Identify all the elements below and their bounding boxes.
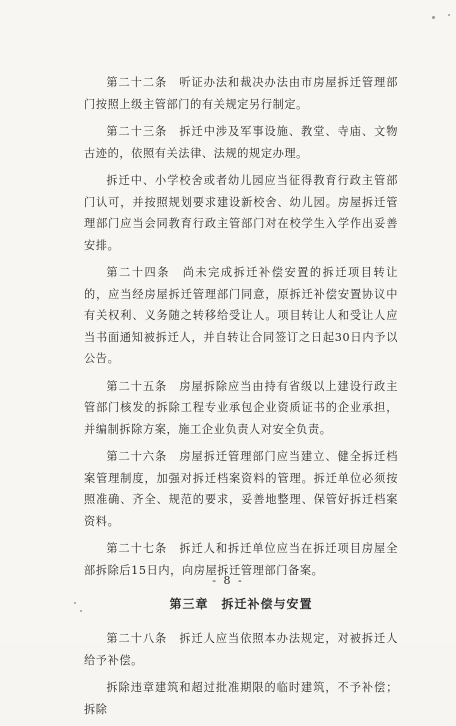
article-24: 第二十四条 尚未完成拆迁补偿安置的拆迁项目转让的，应当经房屋拆迁管理部门同意，原拆迁补偿安置协议中有关权利、义务随之转移给受让人。项目转让人和受让人应当书面通知被拆迁人，并自转让合同签订之日起30日内予以公告。 xyxy=(84,266,398,365)
chapter-heading: 第三章 拆迁补偿与安置 xyxy=(169,597,313,611)
scan-speck xyxy=(448,14,450,16)
scan-speck xyxy=(432,16,435,19)
article-25: 第二十五条 房屋拆除应当由持有省级以上建设行政主管部门核发的拆除工程专业承包企业资质证书的企业承担，并编制拆除方案，施工企业负责人对安全负责。 xyxy=(84,379,398,436)
article-23: 第二十三条 拆迁中涉及军事设施、教堂、寺庙、文物古迹的，依照有关法律、法规的规定办理。 xyxy=(84,125,398,160)
article-26: 第二十六条 房屋拆迁管理部门应当建立、健全拆迁档案管理制度，加强对拆迁档案资料的管理。拆迁单位必须按照准确、齐全、规范的要求，妥善地整理、保管好拆迁档案资料。 xyxy=(84,450,398,528)
article-27: 第二十七条 拆迁人和拆迁单位应当在拆迁项目房屋全部拆除后15日内，向房屋拆迁管理部门备案。 xyxy=(84,542,398,577)
article-23-school-clause: 拆迁中、小学校舍或者幼儿园应当征得教育行政主管部门认可，并按照规划要求建设新校舍、幼儿园。房屋拆迁管理部门应当会同教育行政主管部门对在校学生入学作出妥善安排。 xyxy=(84,174,398,252)
article-22: 第二十二条 听证办法和裁决办法由市房屋拆迁管理部门按照上级主管部门的有关规定另行制定。 xyxy=(84,76,398,111)
article-28: 第二十八条 拆迁人应当依照本办法规定，对被拆迁人给予补偿。 xyxy=(84,632,398,667)
article-28-continued: 拆除违章建筑和超过批准期限的临时建筑，不予补偿；拆除 xyxy=(84,681,398,716)
document-body xyxy=(84,72,398,726)
scan-speck xyxy=(80,610,82,612)
page-number: - 8 - xyxy=(212,574,244,587)
scan-speck xyxy=(74,602,76,604)
